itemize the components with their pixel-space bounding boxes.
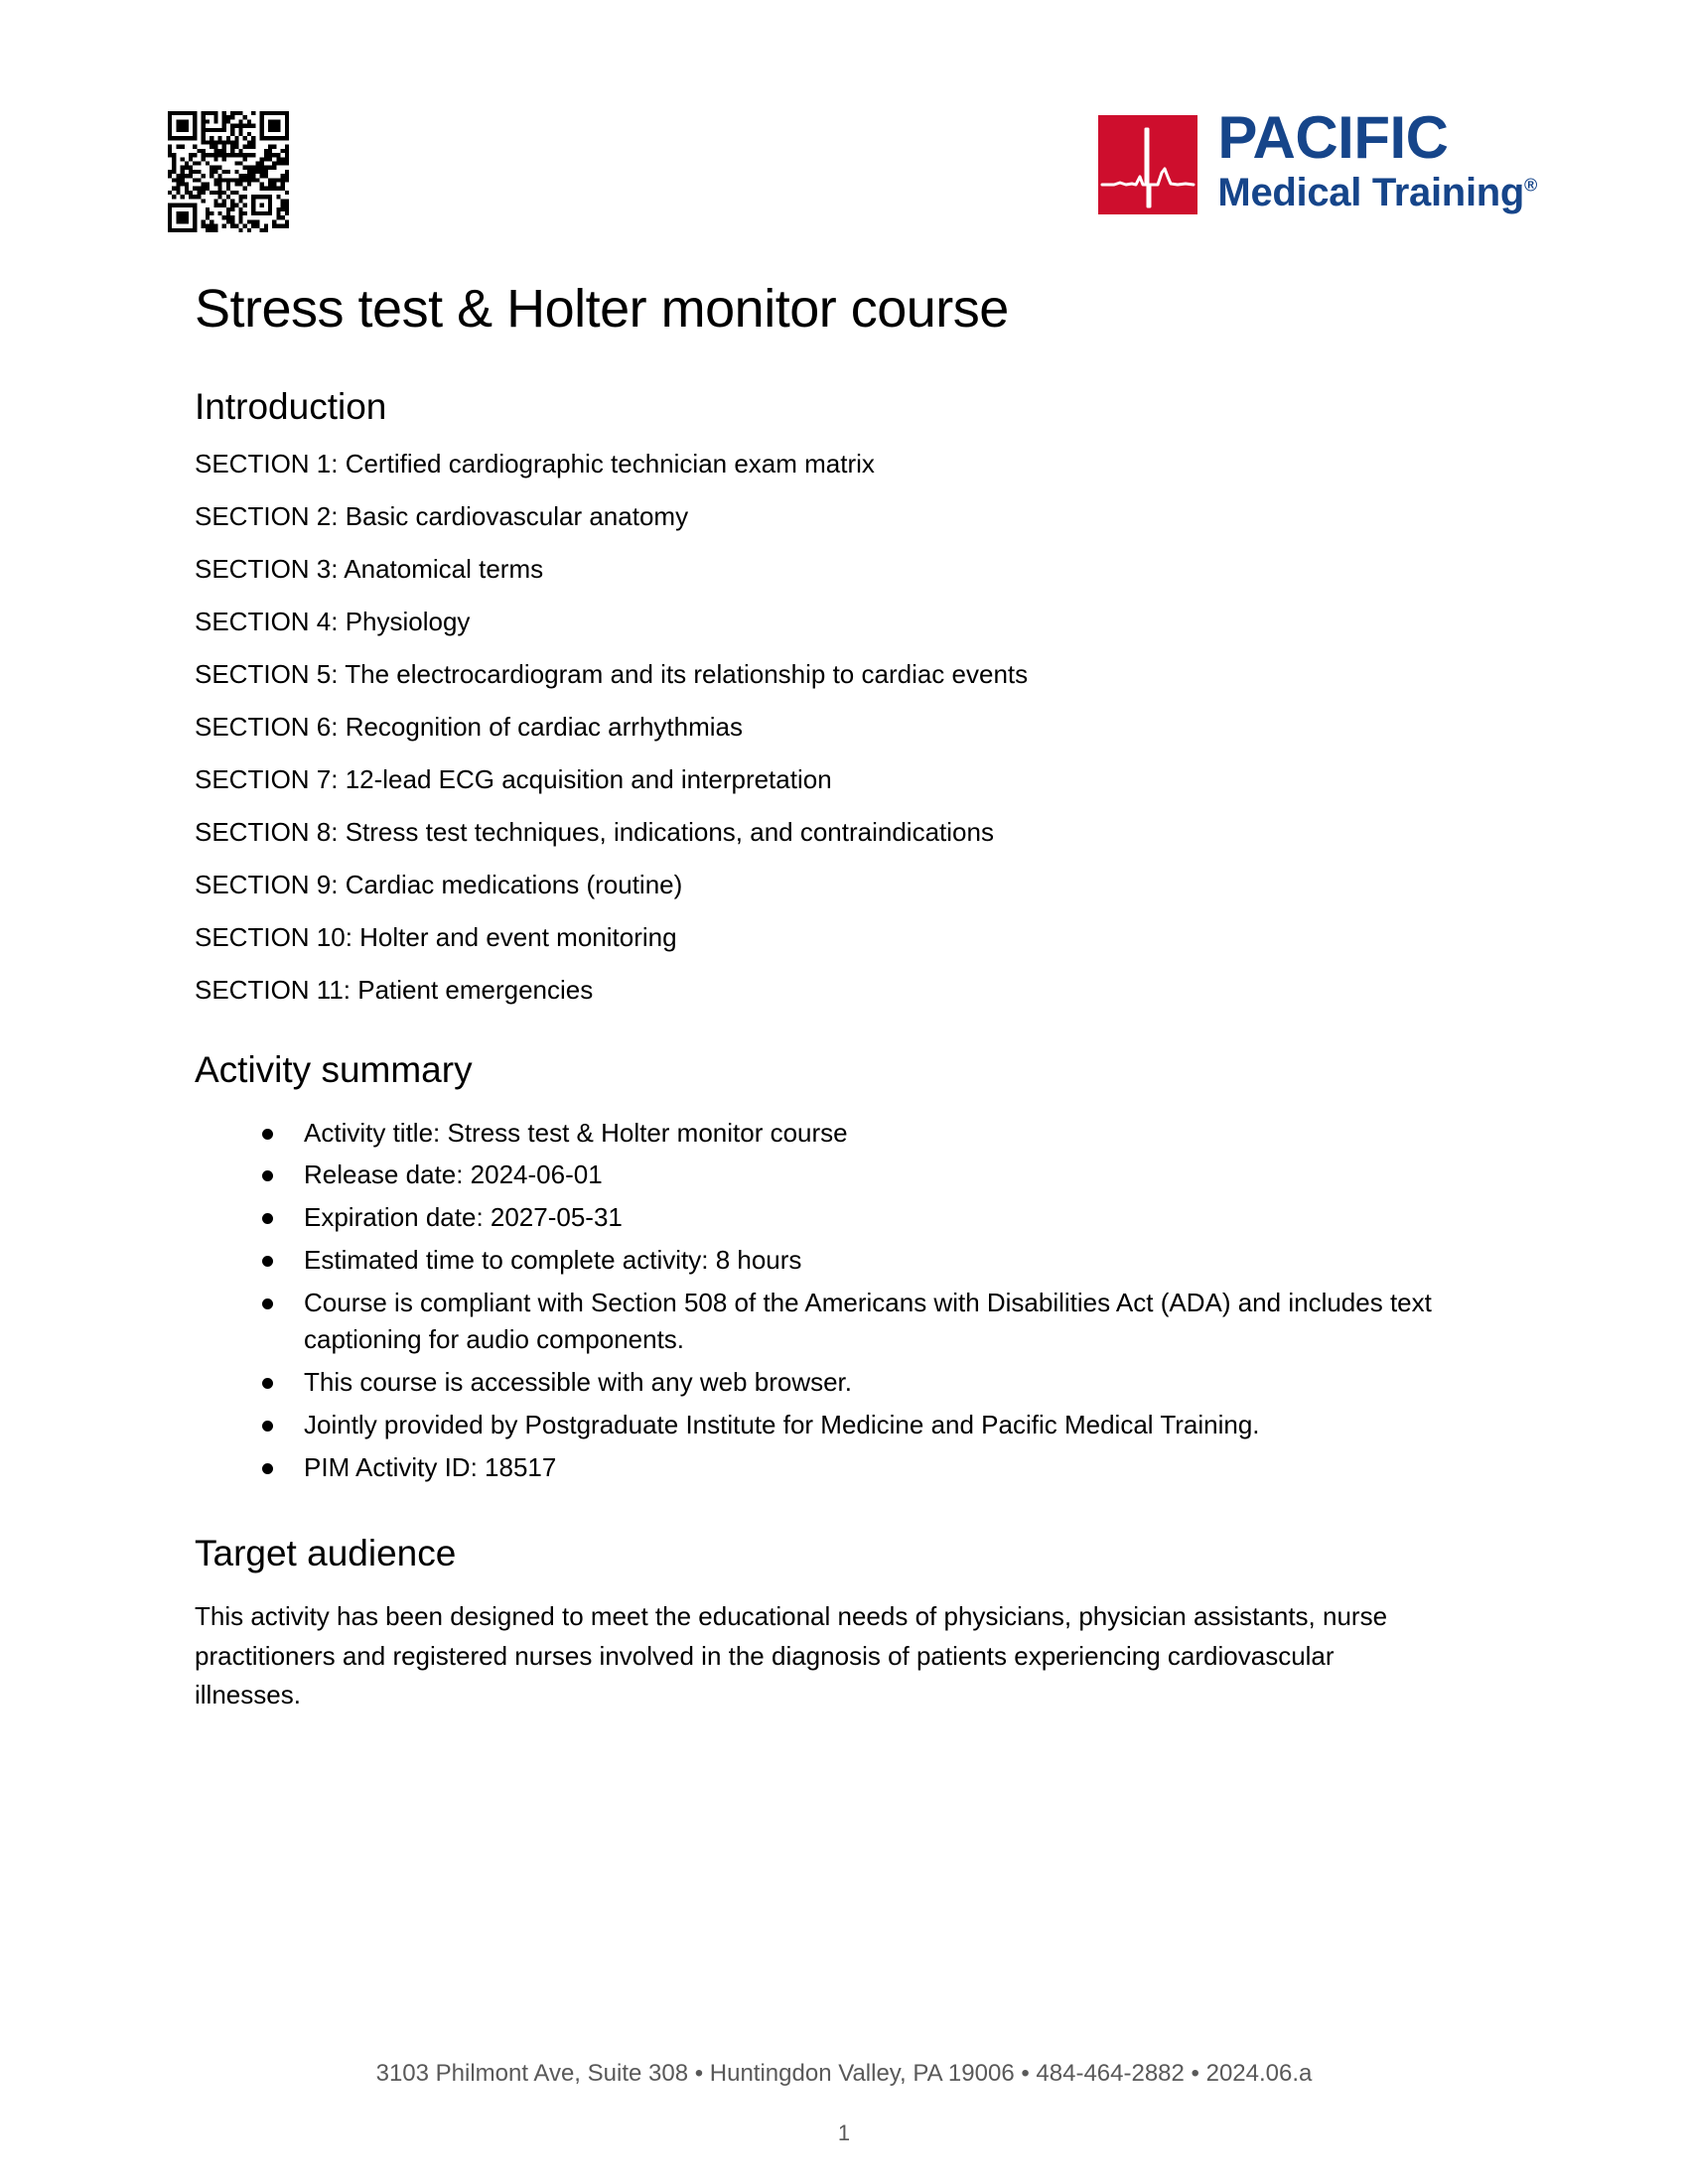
logo-line-medical-training xyxy=(1217,172,1537,213)
list-item: Activity title: Stress test & Holter monitor course xyxy=(262,1115,1515,1152)
list-item: Release date: 2024-06-01 xyxy=(262,1157,1515,1193)
list-item: SECTION 10: Holter and event monitoring xyxy=(195,922,677,953)
qr-code-canvas xyxy=(168,111,289,232)
introduction-section-list xyxy=(195,449,1515,1006)
target-audience-paragraph: This activity has been designed to meet the educational needs of physicians, physician assistants, nurse practitioners and registered nurses involved in the diagnosis of patients experiencing cardiovascular illnesses. xyxy=(195,1601,1388,1710)
list-item: PIM Activity ID: 18517 xyxy=(262,1449,1515,1486)
list-item: SECTION 11: Patient emergencies xyxy=(195,975,594,1006)
list-item: SECTION 8: Stress test techniques, indications, and contraindications xyxy=(195,817,994,848)
list-item: Course is compliant with Section 508 of the Americans with Disabilities Act (ADA) and includes text captioning for audio components. xyxy=(262,1285,1515,1358)
list-item: SECTION 9: Cardiac medications (routine) xyxy=(195,870,683,900)
list-item: Estimated time to complete activity: 8 hours xyxy=(262,1242,1515,1279)
page-header xyxy=(0,0,1688,258)
list-item: SECTION 6: Recognition of cardiac arrhythmias xyxy=(195,712,743,743)
list-item: Expiration date: 2027-05-31 xyxy=(262,1199,1515,1236)
registered-trademark-icon: ® xyxy=(1524,175,1537,196)
qr-code-icon[interactable] xyxy=(168,111,289,232)
logo-medical-training-text: Medical Training xyxy=(1217,170,1525,214)
list-item: This course is accessible with any web browser. xyxy=(262,1364,1515,1401)
list-item: SECTION 4: Physiology xyxy=(195,607,471,637)
page-footer xyxy=(0,2058,1688,2089)
logo-line-pacific: PACIFIC xyxy=(1217,104,1449,171)
ecg-waveform-icon xyxy=(1098,115,1197,214)
heading-target-audience: Target audience xyxy=(195,1532,457,1573)
list-item: SECTION 7: 12-lead ECG acquisition and interpretation xyxy=(195,764,832,795)
activity-summary-list xyxy=(195,1115,1515,1486)
list-item: SECTION 2: Basic cardiovascular anatomy xyxy=(195,501,689,532)
logo-wordmark xyxy=(1217,104,1537,214)
pacific-medical-training-logo xyxy=(1098,104,1537,216)
heading-introduction: Introduction xyxy=(195,385,387,427)
page-number: 1 xyxy=(837,2120,851,2145)
heading-activity-summary: Activity summary xyxy=(195,1049,473,1091)
list-item: Jointly provided by Postgraduate Institute for Medicine and Pacific Medical Training. xyxy=(262,1407,1515,1443)
footer-address: 3103 Philmont Ave, Suite 308 • Huntingdon Valley, PA 19006 • 484-464-2882 • 2024.06.a xyxy=(375,2059,1313,2087)
document-body xyxy=(195,278,1515,1715)
list-item: SECTION 3: Anatomical terms xyxy=(195,554,544,585)
list-item: SECTION 5: The electrocardiogram and its relationship to cardiac events xyxy=(195,659,1029,690)
list-item: SECTION 1: Certified cardiographic technician exam matrix xyxy=(195,449,875,479)
page-title: Stress test & Holter monitor course xyxy=(195,279,1009,339)
